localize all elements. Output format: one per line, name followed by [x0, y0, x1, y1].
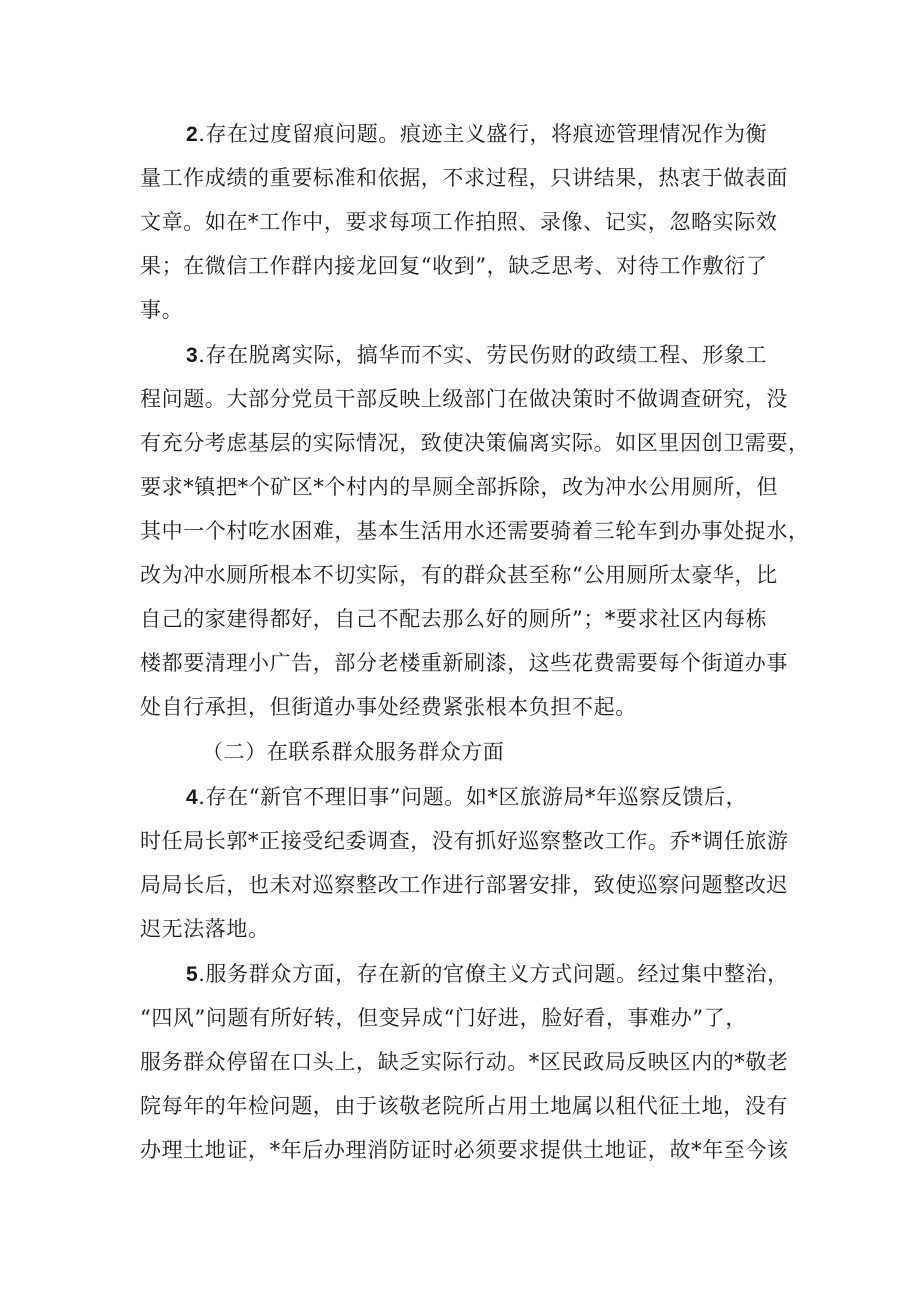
paragraph-2-line-3: 文章。如在*工作中，要求每项工作拍照、录像、记实，忽略实际效	[140, 210, 778, 234]
paragraph-2-number: 2	[186, 123, 199, 146]
paragraph-4-line-2: 时任局长郭*正接受纪委调查，没有抓好巡察整改工作。乔*调任旅游	[140, 829, 789, 853]
paragraph-3-line-7: 自己的家建得都好，自己不配去那么好的厕所”；*要求社区内每栋	[140, 607, 768, 631]
paragraph-2-line-2: 量工作成绩的重要标准和依据，不求过程，只讲结果，热衷于做表面	[140, 166, 788, 190]
paragraph-2-text: .存在过度留痕问题。痕迹主义盛行，将痕迹管理情况作为衡	[198, 122, 768, 146]
paragraph-4-text: .存在“新官不理旧事”问题。如*区旅游局*年巡察反馈后，	[198, 785, 748, 809]
section-heading: （二）在联系群众服务群众方面	[202, 740, 505, 764]
paragraph-4-line-1	[186, 777, 747, 817]
paragraph-5-line-5: 办理土地证，*年后办理消防证时必须要求提供土地证，故*年至今该	[140, 1138, 789, 1162]
paragraph-2-line-1	[186, 114, 767, 154]
paragraph-5-line-1	[186, 954, 789, 994]
paragraph-3-line-2: 程问题。大部分党员干部反映上级部门在做决策时不做调查研究，没	[140, 387, 788, 411]
paragraph-3-line-5: 其中一个村吃水困难，基本生活用水还需要骑着三轮车到办事处捉水，	[140, 519, 810, 543]
paragraph-3-text: .存在脱离实际，搞华而不实、劳民伤财的政绩工程、形象工	[198, 343, 768, 367]
paragraph-5-text: .服务群众方面，存在新的官僚主义方式问题。经过集中整治，	[198, 962, 789, 986]
paragraph-4-number: 4	[186, 786, 199, 809]
paragraph-4-line-3: 局局长后，也未对巡察整改工作进行部署安排，致使巡察问题整改迟	[140, 873, 788, 897]
paragraph-3-line-3: 有充分考虑基层的实际情况，致使决策偏离实际。如区里因创卫需要，	[140, 431, 810, 455]
paragraph-2-line-4: 果；在微信工作群内接龙回复“收到”，缺乏思考、对待工作敷衍了	[140, 254, 768, 278]
paragraph-5-line-4: 院每年的年检问题，由于该敬老院所占用土地属以租代征土地，没有	[140, 1094, 788, 1118]
paragraph-5-line-3: 服务群众停留在口头上，缺乏实际行动。*区民政局反映区内的*敬老	[140, 1050, 789, 1074]
paragraph-3-line-4: 要求*镇把*个矿区*个村内的旱厕全部拆除，改为冲水公用厕所，但	[140, 475, 779, 499]
paragraph-3-line-9: 处自行承担，但街道办事处经费紧张根本负担不起。	[140, 695, 637, 719]
paragraph-3-number: 3	[186, 344, 199, 367]
paragraph-4-line-4: 迟无法落地。	[140, 917, 270, 941]
paragraph-5-line-2: “四风”问题有所好转，但变异成“门好进，脸好看，事难办”了，	[140, 1006, 747, 1030]
paragraph-2-line-5: 事。	[140, 298, 184, 322]
paragraph-3-line-1	[186, 335, 767, 375]
paragraph-3-line-8: 楼都要清理小广告，部分老楼重新刷漆，这些花费需要每个街道办事	[140, 651, 788, 675]
paragraph-5-number: 5	[186, 963, 199, 986]
paragraph-3-line-6: 改为冲水厕所根本不切实际，有的群众甚至称“公用厕所太豪华，比	[140, 563, 778, 587]
